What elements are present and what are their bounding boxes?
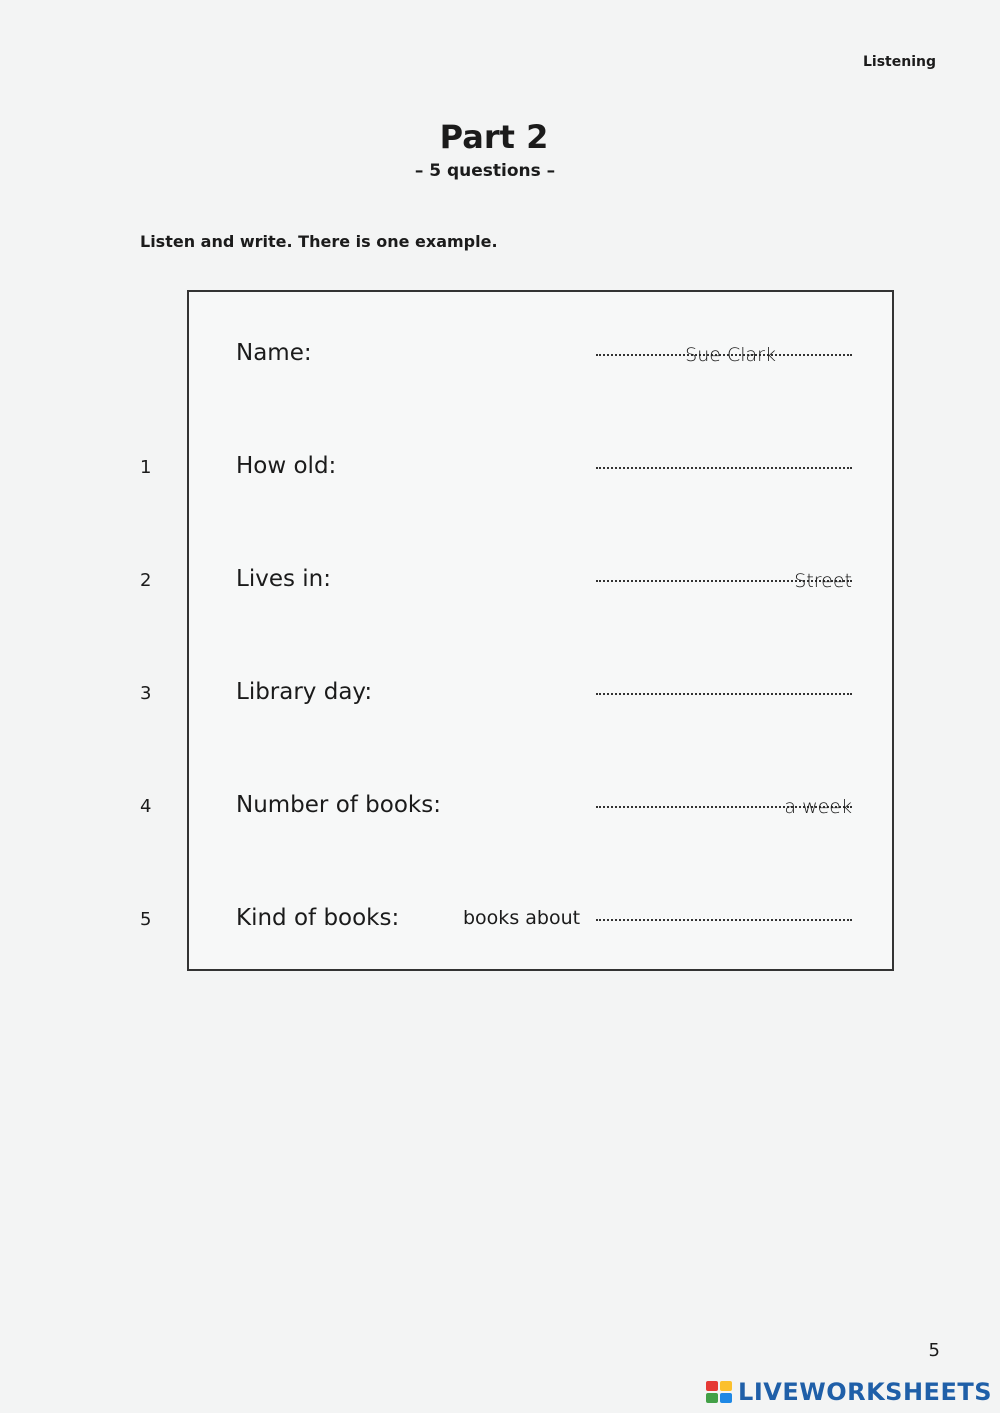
brand-name: LIVEWORKSHEETS	[738, 1378, 992, 1406]
liveworksheets-logo	[706, 1378, 992, 1406]
question-row-4	[0, 788, 1000, 828]
example-answer: Sue Clark	[685, 344, 776, 366]
field-label: Name:	[236, 340, 312, 366]
question-number: 3	[140, 683, 152, 704]
field-label: Kind of books:	[236, 905, 400, 931]
field-label: Number of books:	[236, 792, 441, 818]
answer-line[interactable]	[596, 693, 852, 695]
field-label: Lives in:	[236, 566, 331, 592]
question-number: 5	[140, 909, 152, 930]
answer-line[interactable]	[596, 919, 852, 921]
field-label: Library day:	[236, 679, 373, 705]
page-subtitle: – 5 questions –	[414, 161, 556, 181]
page-number: 5	[928, 1340, 940, 1361]
question-number: 1	[140, 457, 152, 478]
instructions: Listen and write. There is one example.	[140, 232, 498, 251]
question-row-1	[0, 449, 1000, 489]
answer-suffix: Street	[794, 570, 852, 592]
question-row-5	[0, 901, 1000, 941]
answer-suffix: a week	[784, 796, 852, 818]
question-number: 2	[140, 570, 152, 591]
question-row-3	[0, 675, 1000, 715]
section-label: Listening	[863, 54, 936, 70]
question-row-2	[0, 562, 1000, 602]
answer-line[interactable]	[596, 796, 852, 818]
answer-form-box	[187, 290, 894, 971]
logo-mark-icon	[706, 1381, 732, 1403]
answer-line[interactable]	[596, 344, 852, 366]
example-row-name	[0, 336, 1000, 376]
answer-prefix: books about	[463, 907, 581, 929]
field-label: How old:	[236, 453, 337, 479]
question-number: 4	[140, 796, 152, 817]
page-title: Part 2	[439, 118, 549, 156]
answer-line[interactable]	[596, 467, 852, 469]
answer-line[interactable]	[596, 570, 852, 592]
